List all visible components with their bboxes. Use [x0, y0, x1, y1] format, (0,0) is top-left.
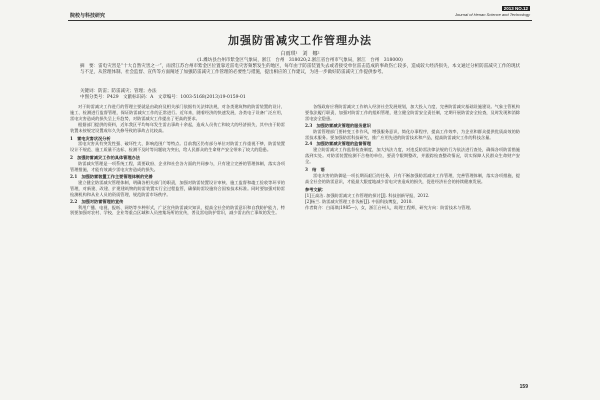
- references-heading: 参考文献：: [305, 186, 326, 192]
- paragraph: 雷电灾害具有突发性强、破坏性大、影响范围广等特点。目前我区仍有部分单位对防雷工作重视不够，防雷装置设计不规范、施工质量不达标、检测不及时等问题较为突出，给人民群众的生命财产安全带来了较大的隐患。: [70, 141, 285, 153]
- paragraph: 防雷减灾管理是一项系统工程，需要政府、企业和社会各方面的共同参与，只有建立完善的管理体制，落实各项管理措施，才能有效减少雷电灾害造成的损失。: [70, 161, 285, 173]
- body-column-left: [70, 104, 285, 216]
- author-bio: 作者简介：白雨琪(1985—)，女，浙江台州人，助理工程师，研究方向：防雷技术与管理。: [305, 204, 474, 210]
- reference-item: [1]王高洁. 加强防雷减灾工作管理的探讨[J]. 科技创新导报，2012.: [305, 192, 430, 198]
- paragraph: 对于防雷减灾工作进行的管理主要就是由政府及相关部门依据有关法律法规，对各类建筑物的防雷装置的设计、施工、检测进行监督管理，保证防雷减灾工作的正常进行。近年来，随着经济的快速发展，各类电子设备广泛应用，雷电灾害造成的损失呈上升趋势，对防雷减灾工作提出了更高的要求。: [70, 104, 285, 121]
- paragraph: 建立健全防雷减灾管理体制，明确各相关部门的职责，加强对防雷装置设计审核、施工监督和竣工验收等环节的管理，对新建、改建、扩建建筑物的防雷装置实行全过程监管，确保防雷设施符合国家技术标准。同时要加强对防雷检测机构和从业人员的资质管理，规范防雷市场秩序。: [70, 179, 285, 197]
- journal-header: [400, 6, 530, 17]
- subsection-heading: 2.3 加强防雷减灾管理的服务意识: [305, 122, 371, 128]
- subsection-heading: 2.1 加强防雷装置工作主要管理体制的完善: [70, 173, 153, 179]
- section-header: 院校与科技研究: [70, 13, 106, 19]
- issue-number: 2013 NO.12: [503, 6, 528, 11]
- article-title: 加强防雷减灾工作管理办法: [228, 34, 372, 47]
- journal-name: Journal of Henan Science and Technology: [454, 12, 530, 17]
- body-column-right: [305, 104, 520, 210]
- section-heading: 2 加强防雷减灾工作的具体管理办法: [70, 155, 140, 161]
- section-heading: 3 结 语: [305, 167, 325, 173]
- page-number: 159: [519, 384, 528, 390]
- subsection-heading: 2.4 加强防雷减灾管理的监督管理: [305, 141, 371, 147]
- paragraph: 防雷管理部门要转变工作作风，增强服务意识，简化办事程序，提高工作效率，为企业和群众提供优质高效的防雷技术服务。要加强防雷科技研究，推广应用先进的防雷技术和产品，提高防雷减灾工作的科技含量。: [305, 128, 520, 140]
- header-rule: [68, 20, 532, 21]
- paragraph: 各级政府应将防雷减灾工作纳入经济社会发展规划，加大投入力度，完善防雷减灾基础设施建设。气象主管机构要依法履行职责，加强对防雷工作的组织管理，建立健全防雷安全责任制，定期开展防雷安全检查，及时发现和消除雷电安全隐患。: [305, 104, 520, 121]
- article-affiliation: (1.潍坊县台州市紫金区气象局，浙江 台州 318020;2.浙江省台州市气象局，浙江 台州 318000): [197, 58, 403, 63]
- section-heading: 1 雷电灾害状况分析: [70, 135, 111, 141]
- reference-item: [2]杨兰. 防雷减灾管理工作浅析[J]. 中国科技博览，2010.: [305, 198, 413, 204]
- subsection-heading: 2.2 加强对防雷管理的宣传: [70, 198, 124, 204]
- article-classification: 中图分类号：P429 文献标识码：A 文章编号：1003-5168(2013)19-0159-01: [80, 95, 246, 100]
- paragraph: 雷电灾害的防御是一项长期而艰巨的任务，只有不断加强防雷减灾工作管理，完善管理体制，落实各项措施，提高全社会的防雷意识，才能最大限度地减少雷电灾害造成的损失，促进经济社会的持续健康发展。: [305, 172, 520, 184]
- article-authors: 白雨琪¹ 刘 娜²: [280, 51, 320, 57]
- article-abstract: 摘 要：雷电灾害是“十大自然灾害之一”，雨涝江苏台州市紫金区位置靠近雷电灾害频繁发生的地区，每年由于防雷装置失去或者接受单位雷击造成的事故伤亡较多，造成较大经济损失，本文通过分析防雷减灾工作的现状与不足，从管理体制、社会监督、宣传等方面阐述了加强防雷减灾工作管理的必要性与措施，提出相应的工作建议，为进一步做好防雷减灾工作提供参考。: [80, 64, 520, 75]
- paragraph: 根据部门提供的资料，近年我区平均每年发生雷击事故十余起，造成人员伤亡和较大的经济损失，其中由于防雷装置未按规定设置或年久失修导致的事故占比较高。: [70, 121, 285, 133]
- paragraph: 建立防雷减灾工作监督检查制度，加大执法力度，对违反防雷法律法规的行为依法进行查处，确保各项防雷措施落到实处。对防雷装置检测不合格的单位，要责令限期整改，并跟踪检查整改情况，切实保障人民群众生命财产安全。: [305, 147, 520, 165]
- paragraph: 利用广播、电视、报纸、网络等多种形式，广泛宣传防雷减灾知识，提高全社会的防雷意识和自我防护能力，特别要加强对农村、学校、企业等重点区域和人员密集场所的宣传，普及雷电防护常识，减少雷击伤亡事故的发生。: [70, 204, 285, 216]
- article-keywords: 关键词：防雷；防雷减灾；管理；办法: [80, 89, 157, 94]
